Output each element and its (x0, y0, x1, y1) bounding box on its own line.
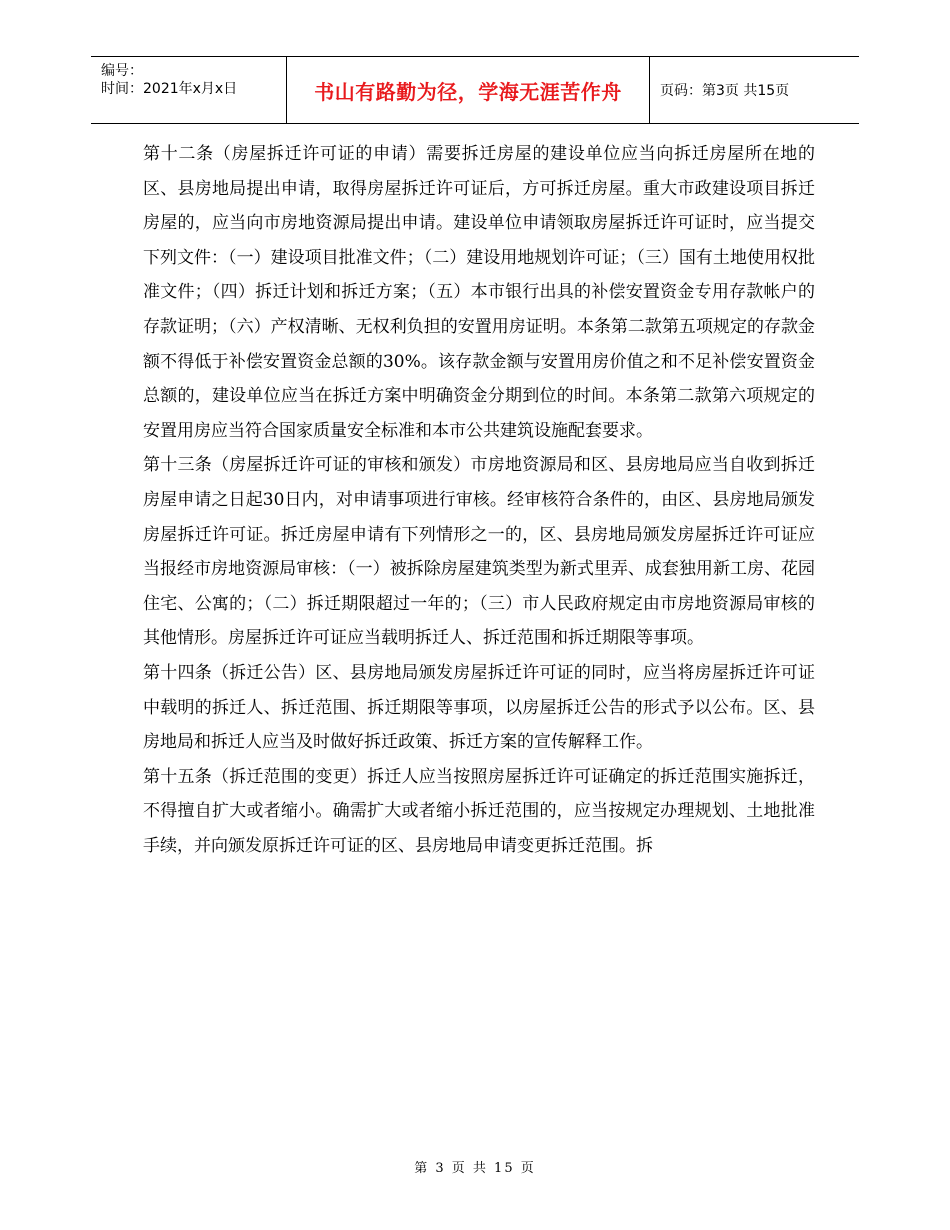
article-14: 第十四条（拆迁公告）区、县房地局颁发房屋拆迁许可证的同时，应当将房屋拆迁许可证中载明的拆迁人、拆迁范围、拆迁期限等事项，以房屋拆迁公告的形式予以公布。区、县房地局和拆迁人应当及时做好拆迁政策、拆迁方案的宣传解释工作。 (143, 662, 815, 753)
document-number-label: 编号： (101, 63, 143, 79)
page-footer: 第 3 页 共 15 页 (414, 1161, 536, 1176)
header-meta (91, 57, 287, 123)
article-12: 第十二条（房屋拆迁许可证的申请）需要拆迁房屋的建设单位应当向拆迁房屋所在地的区、县房地局提出申请，取得房屋拆迁许可证后，方可拆迁房屋。重大市政建设项目拆迁房屋的，应当向市房地资源局提出申请。建设单位申请领取房屋拆迁许可证时，应当提交下列文件：（一）建设项目批准文件；（二）建设用地规划许可证；（三）国有土地使用权批准文件；（四）拆迁计划和拆迁方案；（五）本市银行出具的补偿安置资金专用存款帐户的存款证明；（六）产权清晰、无权利负担的安置用房证明。本条第二款第五项规定的存款金额不得低于补偿安置资金总额的30%。该存款金额与安置用房价值之和不足补偿安置资金总额的，建设单位应当在拆迁方案中明确资金分期到位的时间。本条第二款第六项规定的安置用房应当符合国家质量安全标准和本市公共建筑设施配套要求。 (143, 144, 815, 441)
header-motto: 书山有路勤为径，学海无涯苦作舟 (287, 57, 650, 123)
page-header (91, 56, 859, 124)
document-body (143, 137, 815, 863)
document-time: 时间：2021年x月x日 (101, 81, 238, 97)
article-13: 第十三条（房屋拆迁许可证的审核和颁发）市房地资源局和区、县房地局应当自收到拆迁房屋申请之日起30日内，对申请事项进行审核。经审核符合条件的，由区、县房地局颁发房屋拆迁许可证。拆迁房屋申请有下列情形之一的，区、县房地局颁发房屋拆迁许可证应当报经市房地资源局审核：（一）被拆除房屋建筑类型为新式里弄、成套独用新工房、花园住宅、公寓的；（二）拆迁期限超过一年的；（三）市人民政府规定由市房地资源局审核的其他情形。房屋拆迁许可证应当载明拆迁人、拆迁范围和拆迁期限等事项。 (143, 455, 815, 649)
header-page-info: 页码：第3页 共15页 (660, 83, 790, 99)
article-15: 第十五条（拆迁范围的变更）拆迁人应当按照房屋拆迁许可证确定的拆迁范围实施拆迁，不得擅自扩大或者缩小。确需扩大或者缩小拆迁范围的，应当按规定办理规划、土地批准手续，并向颁发原拆迁许可证的区、县房地局申请变更拆迁范围。拆 (143, 766, 815, 856)
